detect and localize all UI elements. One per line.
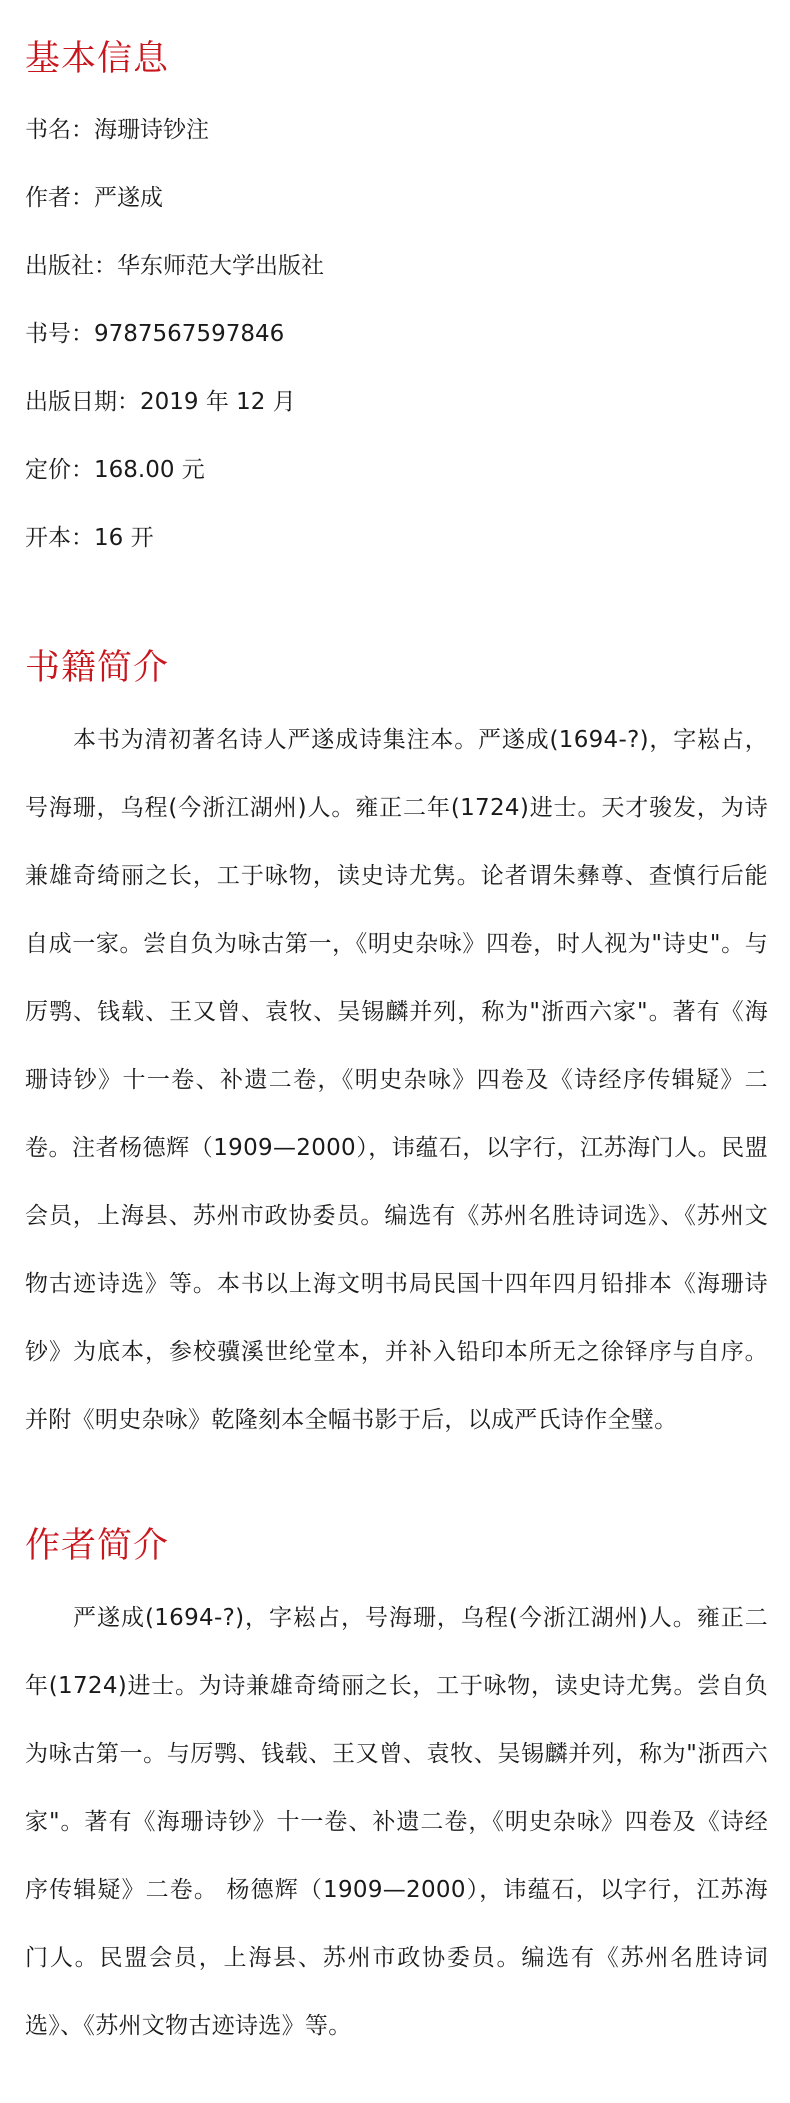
book-intro-heading: 书籍简介 (25, 648, 170, 688)
info-row-isbn: 书号：9787567597846 (25, 321, 285, 347)
basic-info-heading: 基本信息 (25, 39, 170, 79)
info-row-publish-date: 出版日期：2019 年 12 月 (25, 389, 296, 415)
basic-info-list (25, 106, 324, 582)
info-row-title: 书名：海珊诗钞注 (25, 117, 209, 143)
book-intro-text: 本书为清初著名诗人严遂成诗集注本。严遂成(1694-?)，字崧占，号海珊，乌程(今浙江湖州)人。雍正二年(1724)进士。天才骏发，为诗兼雄奇绮丽之长，工于咏物，读史诗尤隽。论者谓朱彝尊、查慎行后能自成一家。尝自负为咏古第一，《明史杂咏》四卷，时人视为"诗史"。与厉鹗、钱载、王又曾、袁牧、吴锡麟并列，称为"浙西六家"。著有《海珊诗钞》十一卷、补遗二卷，《明史杂咏》四卷及《诗经序传辑疑》二卷。注者杨德辉（1909—2000），讳蕴石，以字行，江苏海门人。民盟会员，上海县、苏州市政协委员。编选有《苏州名胜诗词选》、《苏州文物古迹诗选》等。本书以上海文明书局民国十四年四月铅排本《海珊诗钞》为底本，参校骥溪世纶堂本，并补入铅印本所无之徐铎序与自序。并附《明史杂咏》乾隆刻本全幅书影于后，以成严氏诗作全璧。 (25, 727, 768, 1433)
info-row-price: 定价：168.00 元 (25, 457, 205, 483)
author-intro-heading: 作者简介 (25, 1526, 170, 1566)
info-row-format: 开本：16 开 (25, 525, 154, 551)
author-intro-text: 严遂成(1694-?)，字崧占，号海珊，乌程(今浙江湖州)人。雍正二年(1724)进士。为诗兼雄奇绮丽之长，工于咏物，读史诗尤隽。尝自负为咏古第一。与厉鹗、钱载、王又曾、袁牧、吴锡麟并列，称为"浙西六家"。著有《海珊诗钞》十一卷、补遗二卷，《明史杂咏》四卷及《诗经序传辑疑》二卷。 杨德辉（1909—2000），讳蕴石，以字行，江苏海门人。民盟会员，上海县、苏州市政协委员。编选有《苏州名胜诗词选》、《苏州文物古迹诗选》等。 (25, 1605, 768, 2039)
info-row-publisher: 出版社：华东师范大学出版社 (25, 253, 324, 279)
info-row-author: 作者：严遂成 (25, 185, 163, 211)
